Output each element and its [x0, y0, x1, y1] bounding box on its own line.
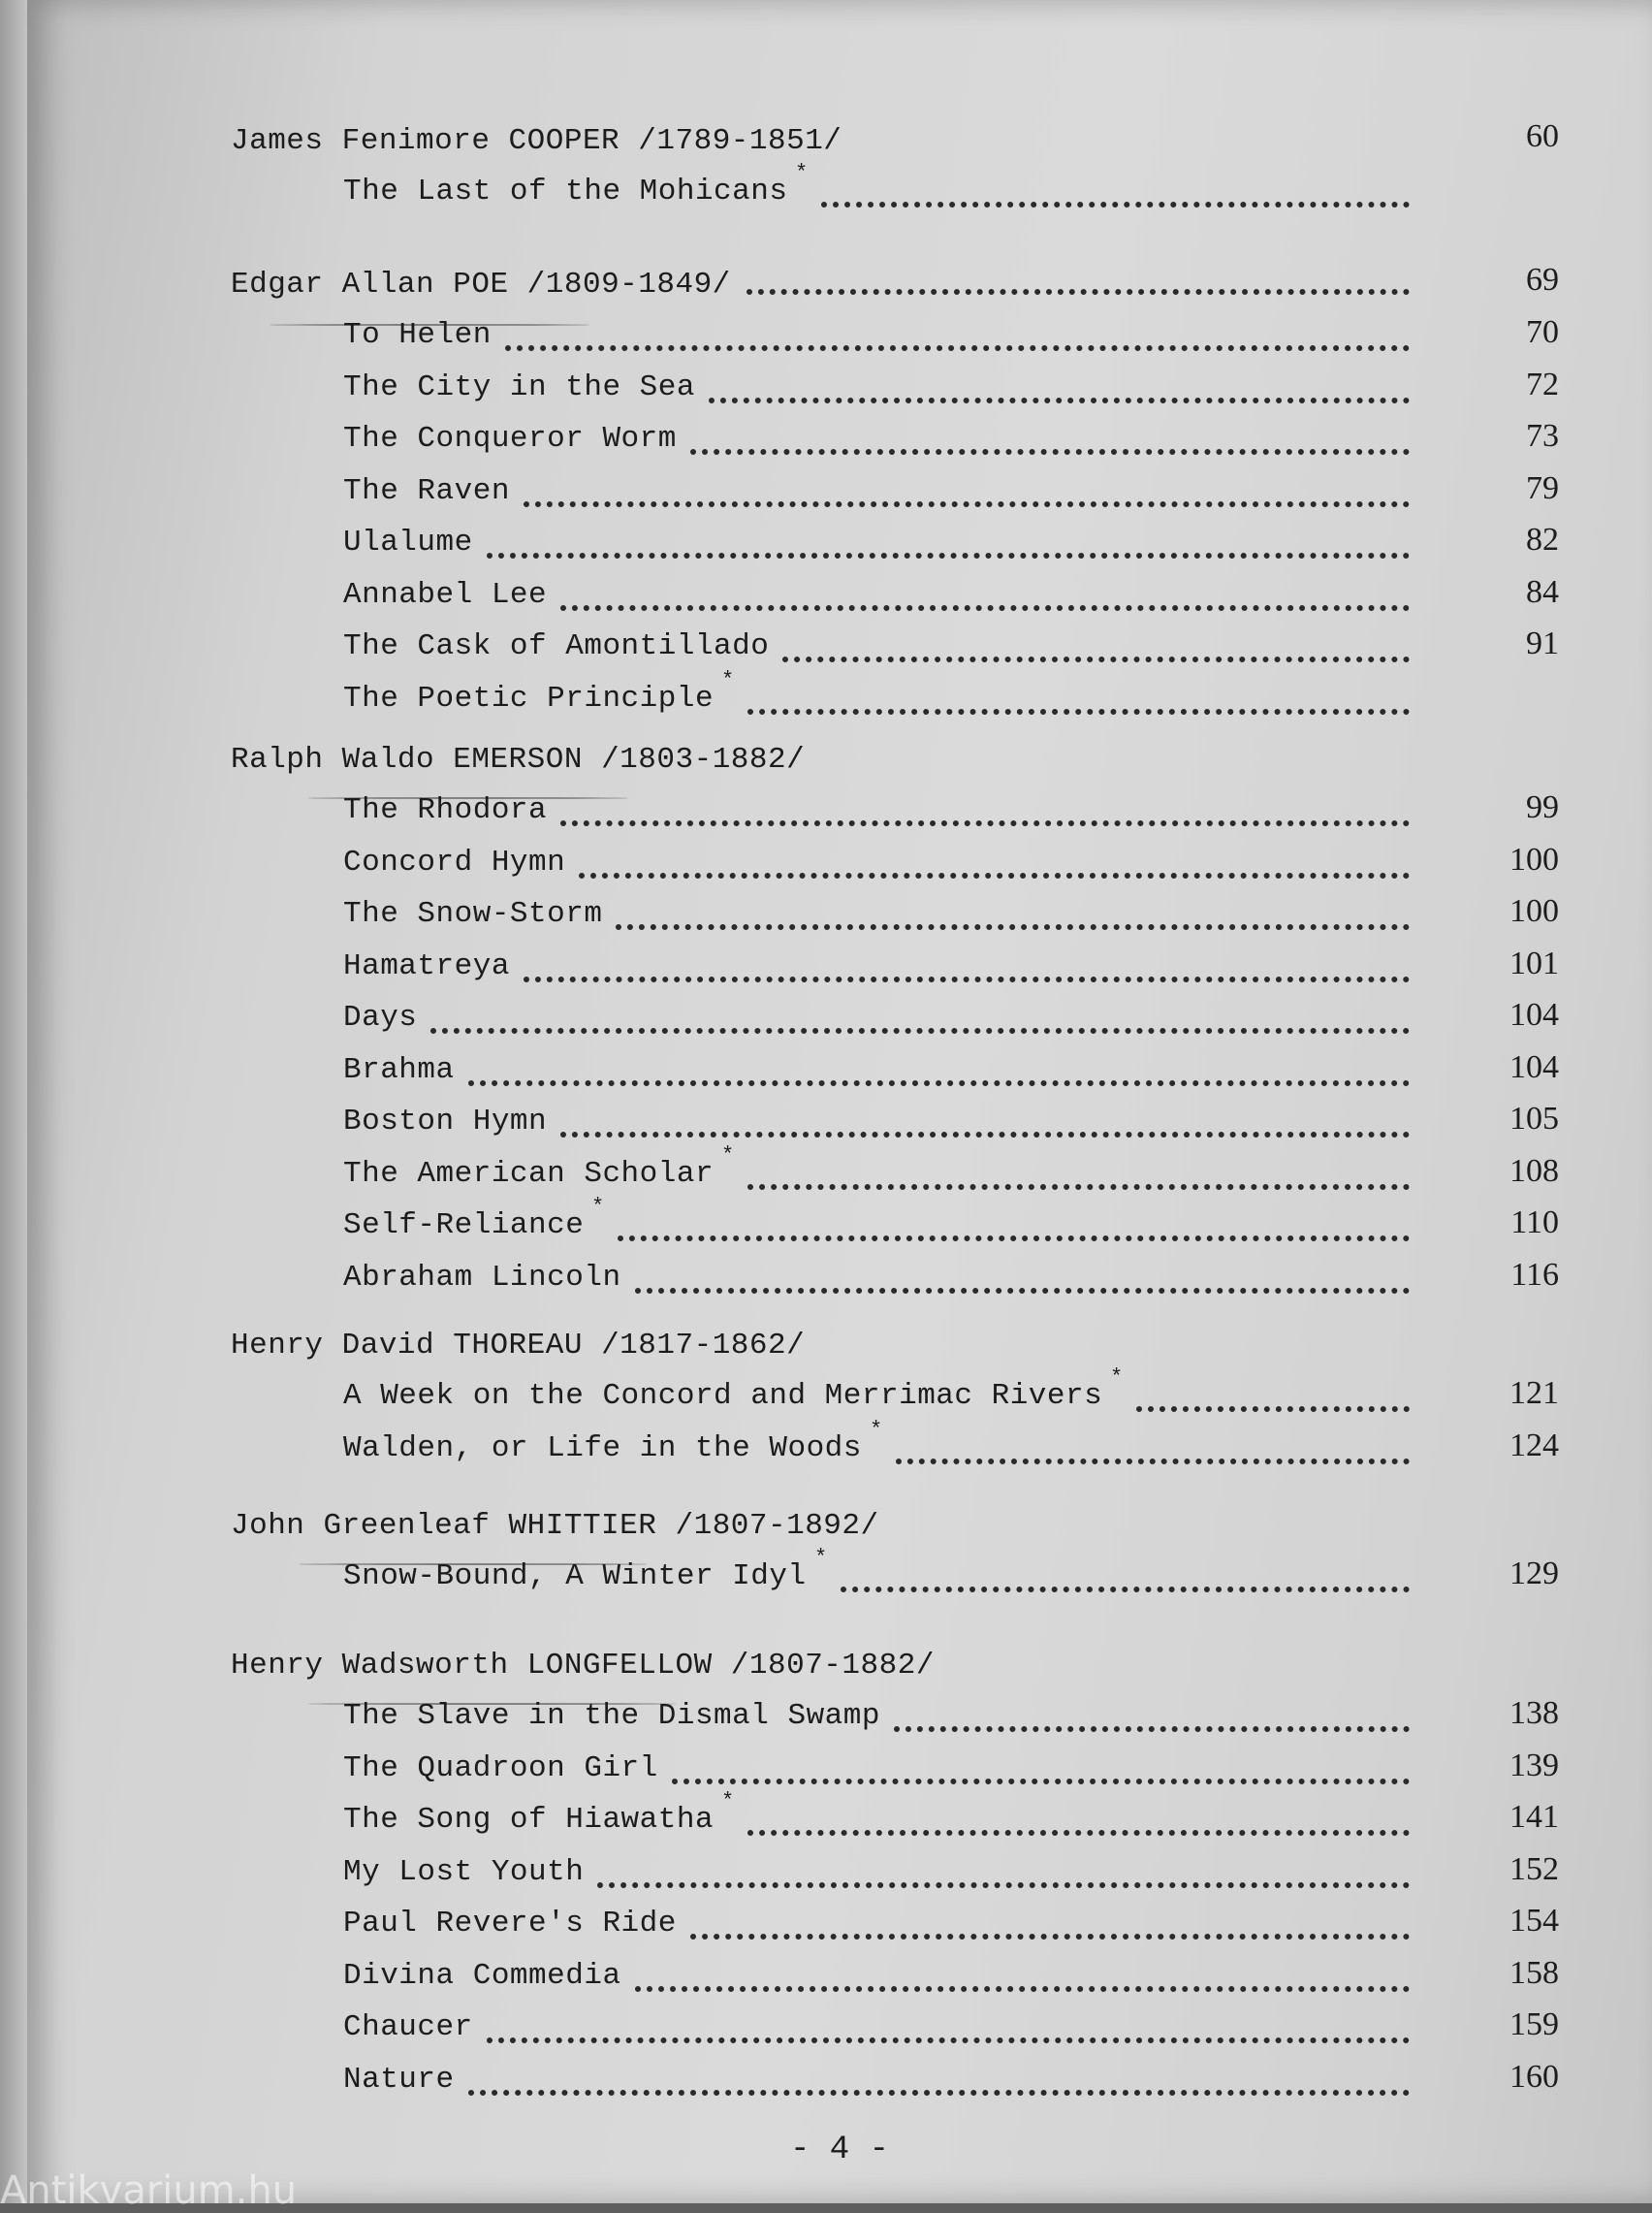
entry-title: Brahma — [343, 1052, 455, 1087]
entry-title: The Quadroon Girl — [343, 1750, 658, 1785]
dot-leader — [430, 1022, 1410, 1034]
author-dates: /1789-1851/ — [638, 124, 842, 158]
entry-page-number: 79 — [1526, 469, 1559, 506]
entry-page-number: 99 — [1526, 789, 1559, 825]
author-dates: /1803-1882/ — [601, 743, 806, 777]
toc-entry — [27, 573, 1652, 623]
entry-page-number: 101 — [1509, 945, 1559, 981]
dot-leader — [524, 496, 1410, 507]
entry-title: Chaucer — [343, 2010, 473, 2044]
page-edge — [0, 0, 27, 2203]
author-page-number: 60 — [1526, 118, 1559, 154]
toc-entry — [27, 1695, 1652, 1744]
dot-leader — [560, 815, 1410, 826]
dot-leader — [635, 1282, 1410, 1294]
entry-page-number: 84 — [1526, 573, 1559, 610]
entry-title: Boston Hymn — [343, 1105, 548, 1139]
author-name: Henry Wadsworth LONGFELLOW — [231, 1649, 713, 1683]
dot-leader — [896, 1453, 1410, 1464]
entry-title: My Lost Youth — [343, 1854, 585, 1889]
author-heading — [231, 1509, 879, 1543]
entry-page-number: 121 — [1509, 1375, 1559, 1411]
entry-page-number: 91 — [1526, 625, 1559, 661]
toc-entry — [27, 1101, 1652, 1149]
dot-leader — [672, 1773, 1410, 1784]
toc-entry — [27, 997, 1652, 1045]
asterisk-mark: * — [814, 1546, 828, 1570]
entry-page-number: 159 — [1509, 2006, 1559, 2042]
author-dates: /1807-1882/ — [730, 1649, 935, 1683]
entry-title: The Last of the Mohicans — [343, 175, 788, 208]
toc-entry — [27, 1048, 1652, 1098]
toc-entry — [27, 314, 1652, 363]
entry-page-number: 124 — [1509, 1427, 1559, 1463]
entry-title: Hamatreya — [343, 948, 510, 983]
entry-page-number: 129 — [1509, 1556, 1559, 1591]
asterisk-mark: * — [721, 667, 735, 692]
entry-title: A Week on the Concord and Merrimac Rivers — [343, 1379, 1103, 1413]
author-dates: /1817-1862/ — [601, 1329, 806, 1363]
toc-entry — [27, 667, 1652, 726]
dot-leader — [894, 1720, 1410, 1732]
dot-leader — [690, 1928, 1410, 1940]
dot-leader — [618, 1230, 1410, 1241]
entry-title: Nature — [343, 2062, 455, 2097]
dot-leader — [616, 918, 1410, 930]
entry-title: Abraham Lincoln — [343, 1260, 621, 1295]
author-heading — [231, 1329, 805, 1363]
dot-leader — [468, 2084, 1410, 2096]
dot-leader — [747, 1178, 1410, 1190]
asterisk-mark: * — [591, 1195, 605, 1219]
author-heading — [231, 268, 731, 302]
asterisk-mark: * — [721, 1142, 735, 1168]
toc-entry — [27, 1546, 1652, 1604]
entry-title: The Conqueror Worm — [343, 422, 677, 456]
dot-leader — [841, 1581, 1410, 1592]
entry-page-number: 70 — [1526, 314, 1559, 350]
entry-page-number: 100 — [1509, 841, 1559, 878]
entry-title: Concord Hymn — [343, 845, 566, 880]
entry-title: The Snow-Storm — [343, 897, 603, 931]
author-heading — [231, 743, 805, 777]
toc-entry — [27, 841, 1652, 890]
entry-title: The Poetic Principle — [343, 681, 715, 716]
asterisk-mark: * — [870, 1417, 883, 1442]
entry-title: The American Scholar — [343, 1156, 715, 1191]
toc-entry — [27, 1903, 1652, 1951]
watermark: Antikvarium.hu — [0, 2168, 298, 2213]
entry-title: To Helen — [343, 318, 492, 352]
toc-entry — [27, 1789, 1652, 1847]
entry-title: The Raven — [343, 473, 510, 508]
entry-title: The Song of Hiawatha — [343, 1803, 715, 1837]
entry-page-number: 116 — [1510, 1256, 1559, 1293]
author-dates: /1809-1849/ — [526, 268, 731, 302]
toc-entry — [27, 1954, 1652, 2004]
toc-entry — [27, 522, 1652, 570]
toc-entry — [27, 1417, 1652, 1476]
dot-leader — [747, 703, 1410, 715]
entry-page-number: 110 — [1510, 1204, 1559, 1240]
dot-leader — [782, 651, 1410, 662]
entry-page-number: 154 — [1509, 1903, 1559, 1939]
dot-leader — [821, 196, 1410, 208]
toc-entry — [27, 469, 1652, 519]
entry-title: Ulalume — [343, 526, 473, 560]
toc-entry — [27, 1142, 1652, 1202]
toc-entry — [27, 625, 1652, 674]
entry-title: Snow-Bound, A Winter Idyl — [343, 1559, 807, 1593]
author-name: Henry David THOREAU — [231, 1329, 583, 1363]
entry-title: The City in the Sea — [343, 369, 695, 404]
author-name: Ralph Waldo EMERSON — [231, 743, 583, 777]
toc-entry — [27, 789, 1652, 838]
toc-entry — [27, 418, 1652, 466]
dot-leader — [487, 547, 1410, 559]
page-number-footer: - 4 - — [789, 2132, 890, 2168]
dot-leader — [747, 283, 1410, 295]
dot-leader — [1136, 1400, 1410, 1412]
toc-entry — [27, 1256, 1652, 1305]
entry-title: Self-Reliance — [343, 1208, 585, 1242]
entry-page-number: 100 — [1509, 893, 1559, 929]
entry-title: Divina Commedia — [343, 1958, 621, 1993]
dot-leader — [579, 867, 1410, 879]
author-name: John Greenleaf WHITTIER — [231, 1509, 657, 1543]
entry-title: Annabel Lee — [343, 577, 548, 612]
toc-entry — [27, 1195, 1652, 1253]
toc-entry — [27, 2058, 1652, 2107]
entry-page-number: 138 — [1509, 1695, 1559, 1731]
toc-entry — [27, 2006, 1652, 2055]
entry-page-number: 141 — [1509, 1799, 1559, 1835]
dot-leader — [524, 971, 1410, 982]
entry-page-number: 104 — [1509, 1048, 1559, 1085]
entry-page-number: 105 — [1509, 1101, 1559, 1137]
entry-page-number: 160 — [1509, 2058, 1559, 2095]
dot-leader — [635, 1980, 1410, 1992]
asterisk-mark: * — [795, 161, 809, 185]
entry-title: The Rhodora — [343, 793, 548, 827]
toc-entry — [27, 945, 1652, 994]
dot-leader — [560, 599, 1410, 611]
entry-page-number: 152 — [1509, 1850, 1559, 1887]
author-name: Edgar Allan POE — [231, 268, 509, 302]
author-dates: /1807-1892/ — [675, 1509, 879, 1543]
toc-entry — [27, 893, 1652, 942]
entry-page-number: 72 — [1526, 366, 1559, 402]
dot-leader — [690, 443, 1410, 455]
entry-title: The Slave in the Dismal Swamp — [343, 1699, 880, 1733]
author-page-number: 69 — [1526, 262, 1559, 298]
author-name: James Fenimore COOPER — [231, 124, 620, 158]
entry-page-number: 104 — [1509, 997, 1559, 1033]
toc-entry — [27, 1365, 1652, 1424]
dot-leader — [560, 1126, 1410, 1138]
entry-title: Walden, or Life in the Woods — [343, 1430, 862, 1465]
entry-title: The Cask of Amontillado — [343, 629, 770, 663]
toc-entry — [27, 1747, 1652, 1796]
entry-title: Days — [343, 1001, 418, 1035]
toc-entry — [27, 1850, 1652, 1900]
dot-leader — [747, 1824, 1410, 1836]
entry-page-number: 139 — [1509, 1747, 1559, 1783]
asterisk-mark: * — [721, 1789, 735, 1813]
toc-entry — [27, 366, 1652, 415]
entry-page-number: 73 — [1526, 418, 1559, 454]
dot-leader — [505, 339, 1410, 351]
entry-title: Paul Revere's Ride — [343, 1907, 677, 1940]
table-of-contents — [27, 0, 1652, 2114]
entry-page-number: 82 — [1526, 522, 1559, 558]
asterisk-mark: * — [1110, 1365, 1124, 1390]
dot-leader — [468, 1074, 1410, 1086]
dot-leader — [597, 1876, 1410, 1888]
dot-leader — [487, 2032, 1410, 2043]
entry-page-number: 158 — [1509, 1954, 1559, 1991]
document-page — [27, 0, 1652, 2203]
author-heading — [231, 124, 842, 158]
entry-page-number: 108 — [1509, 1152, 1559, 1189]
dot-leader — [709, 392, 1410, 403]
author-heading — [231, 1649, 935, 1683]
toc-entry — [27, 161, 1652, 219]
